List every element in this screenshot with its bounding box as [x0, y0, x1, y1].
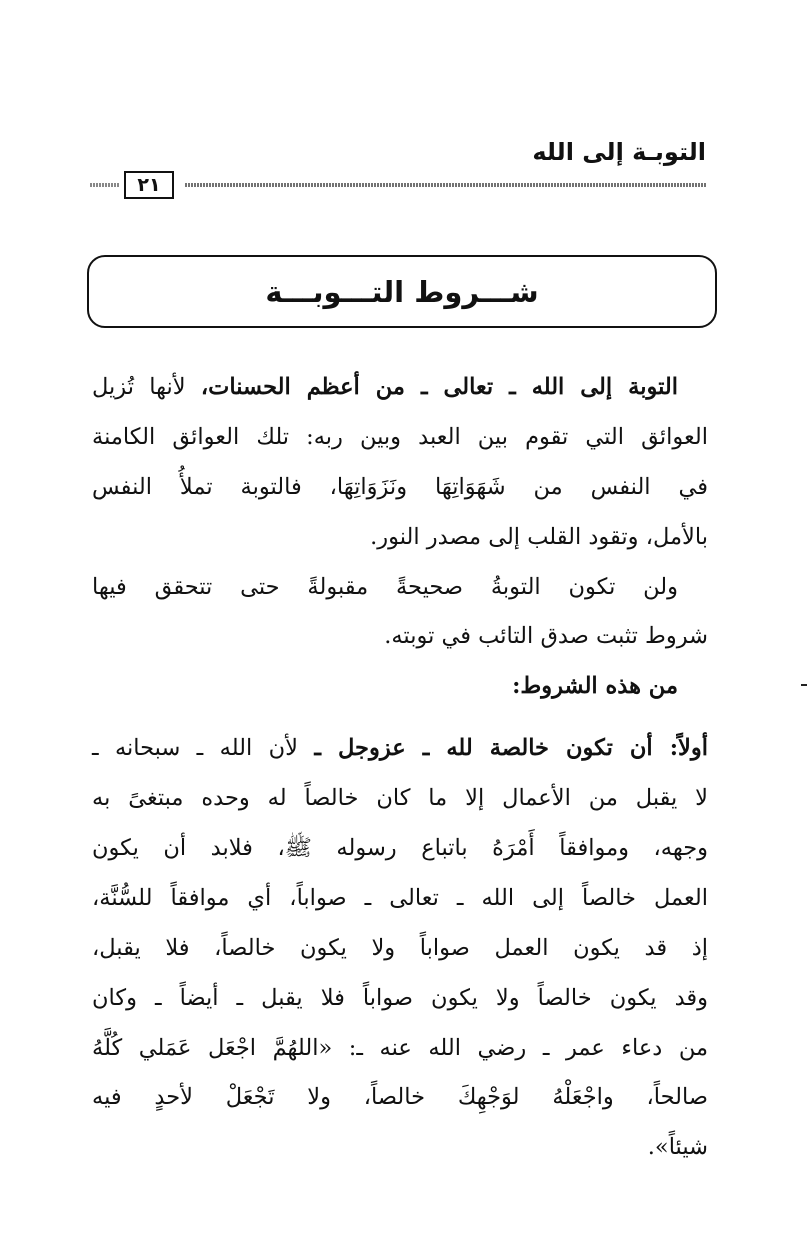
line-text: ولن تكون التوبةُ صحيحةً مقبولةً حتى تتحقق فيها [92, 573, 678, 600]
paragraph-line [92, 824, 708, 874]
line-text: بالأمل، وتقود القلب إلى مصدر النور. [370, 523, 708, 550]
line-text: العمل خالصاً إلى الله ـ تعالى ـ صواباً، أي موافقاً للسُّنَّة، [92, 884, 708, 911]
paragraph-line [92, 463, 708, 513]
line-text: في النفس من شَهَوَاتِهَا ونَزَوَاتِهَا، فالتوبة تملأُ النفس [92, 473, 708, 500]
line-text: وقد يكون خالصاً ولا يكون صواباً فلا يقبل ـ أيضاً ـ وكان [92, 984, 708, 1011]
section-heading: شـــروط التـــوبـــة [265, 274, 539, 309]
paragraph-line [92, 724, 708, 774]
paragraph-line [92, 974, 708, 1024]
paragraph-line [92, 612, 708, 662]
line-text: من دعاء عمر ـ رضي الله عنه ـ: «اللهُمَّ اجْعَل عَمَلي كُلَّهُ [92, 1034, 708, 1061]
paragraph-line [92, 363, 708, 413]
line-text: العوائق التي تقوم بين العبد وبين ربه: تلك العوائق الكامنة [92, 423, 708, 450]
bold-lead: من هذه الشروط: [512, 673, 678, 700]
paragraph-line [92, 413, 708, 463]
line-text: لأن الله ـ سبحانه ـ [92, 735, 315, 762]
paragraph-gap [92, 712, 708, 724]
line-text: لا يقبل من الأعمال إلا ما كان خالصاً له وحده مبتغىً به [92, 785, 708, 812]
paragraph-line [92, 1073, 708, 1123]
paragraph-line [92, 1024, 708, 1074]
subheading-line [92, 662, 708, 712]
bold-lead: التوبة إلى الله ـ تعالى ـ من أعظم الحسنات، [200, 374, 678, 400]
running-header-title: التوبـة إلى الله [532, 138, 706, 166]
paragraph-line [92, 874, 708, 924]
line-text: شروط تثبت صدق التائب في توبته. [384, 623, 708, 650]
line-text: شيئاً». [647, 1134, 708, 1161]
line-text: وجهه، وموافقاً أَمْرَهُ باتباع رسوله ﷺ، فلابد أن يكون [92, 835, 708, 862]
paragraph-line [92, 924, 708, 974]
paragraph-line [92, 563, 708, 613]
paragraph-line [92, 513, 708, 563]
line-text: إذ قد يكون العمل صواباً ولا يكون خالصاً، فلا يقبل، [92, 934, 708, 961]
paragraph-line [92, 774, 708, 824]
header-rule [185, 183, 707, 187]
bold-lead: أولاً: أن تكون خالصة لله ـ عزوجل ـ [314, 735, 708, 762]
header-rule-left [90, 183, 120, 187]
paragraph-line [92, 1123, 708, 1173]
line-text: لأنها تُزيل [92, 374, 201, 400]
page-number: ٢١ [124, 171, 174, 199]
line-text: صالحاً، واجْعَلْهُ لوَجْهِكَ خالصاً، ولا تَجْعَلْ لأحدٍ فيه [92, 1084, 708, 1111]
section-heading-box [87, 255, 717, 328]
body-text [92, 363, 708, 1173]
margin-tick [801, 684, 807, 686]
